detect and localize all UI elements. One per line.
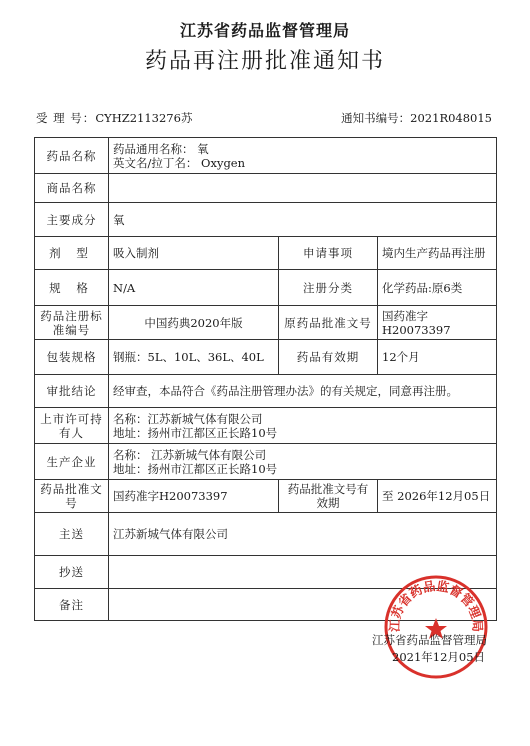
issuing-agency: 江苏省药品监督管理局 <box>179 21 350 40</box>
drug-name-label: 药品名称 <box>35 138 109 174</box>
application-value: 境内生产药品再注册 <box>378 237 497 270</box>
issue-date: 2021年12月05日 <box>392 650 486 664</box>
table-row <box>35 203 497 237</box>
holder-label: 上市许可持有人 <box>35 408 109 444</box>
approval-no-value: 国药准字H20073397 <box>109 480 279 513</box>
table-row <box>35 375 497 408</box>
approval-expiry-label: 药品批准文号有效期 <box>279 480 378 513</box>
conclusion-label: 审批结论 <box>35 375 109 408</box>
dosage-form-label: 剂 型 <box>35 237 109 270</box>
conclusion-value: 经审查，本品符合《药品注册管理办法》的有关规定，同意再注册。 <box>109 375 497 408</box>
validity-value: 12个月 <box>378 340 497 375</box>
seal-text: 江苏省药品监督管理局 <box>386 578 486 633</box>
drug-name-cell <box>109 138 497 174</box>
table-row <box>35 306 497 340</box>
notice-number-label: 通知书编号： <box>341 111 411 125</box>
table-row <box>35 270 497 306</box>
notice-number-value: 2021R048015 <box>410 111 492 125</box>
orig-approval-label: 原药品批准文号 <box>279 306 378 340</box>
approval-expiry-value: 至 2026年12月05日 <box>378 480 497 513</box>
cc-label: 抄送 <box>35 556 109 589</box>
table-row <box>35 444 497 480</box>
remarks-label: 备注 <box>35 589 109 621</box>
standard-label: 药品注册标准编号 <box>35 306 109 340</box>
issuing-authority: 江苏省药品监督管理局 <box>372 633 487 647</box>
send-to-label: 主送 <box>35 513 109 556</box>
spec-value: N/A <box>109 270 279 306</box>
approval-form-table <box>34 137 497 621</box>
holder-cell <box>109 408 497 444</box>
table-row <box>35 138 497 174</box>
trade-name-label: 商品名称 <box>35 174 109 203</box>
approval-no-label: 药品批准文号 <box>35 480 109 513</box>
validity-label: 药品有效期 <box>279 340 378 375</box>
application-label: 申请事项 <box>279 237 378 270</box>
manufacturer-cell <box>109 444 497 480</box>
manufacturer-name: 名称： 江苏新城气体有限公司 <box>113 447 267 462</box>
generic-name: 药品通用名称： 氧 <box>113 141 209 156</box>
orig-approval-value: 国药准字H20073397 <box>378 306 497 340</box>
acceptance-number <box>36 110 192 126</box>
acceptance-number-label: 受 理 号： <box>36 111 96 125</box>
reg-class-label: 注册分类 <box>279 270 378 306</box>
table-row <box>35 513 497 556</box>
manufacturer-address: 地址：扬州市江都区正长路10号 <box>113 461 278 476</box>
table-row <box>35 480 497 513</box>
packaging-value: 钢瓶：5L、10L、36L、40L <box>109 340 279 375</box>
manufacturer-label: 生产企业 <box>35 444 109 480</box>
reg-class-value: 化学药品:原6类 <box>378 270 497 306</box>
table-row <box>35 174 497 203</box>
document-title: 药品再注册批准通知书 <box>144 49 385 74</box>
dosage-form-value: 吸入制剂 <box>109 237 279 270</box>
send-to-value: 江苏新城气体有限公司 <box>109 513 497 556</box>
notice-number <box>341 110 492 126</box>
table-row <box>35 340 497 375</box>
holder-address: 地址：扬州市江都区正长路10号 <box>113 425 278 440</box>
standard-value: 中国药典2020年版 <box>109 306 279 340</box>
packaging-label: 包装规格 <box>35 340 109 375</box>
table-row <box>35 408 497 444</box>
ingredient-label: 主要成分 <box>35 203 109 237</box>
ingredient-value: 氧 <box>109 203 497 237</box>
table-row <box>35 237 497 270</box>
trade-name-value <box>109 174 497 203</box>
acceptance-number-value: CYHZ2113276苏 <box>95 111 193 125</box>
english-name: 英文名/拉丁名： Oxygen <box>113 155 246 170</box>
spec-label: 规 格 <box>35 270 109 306</box>
holder-name: 名称：江苏新城气体有限公司 <box>113 411 263 426</box>
